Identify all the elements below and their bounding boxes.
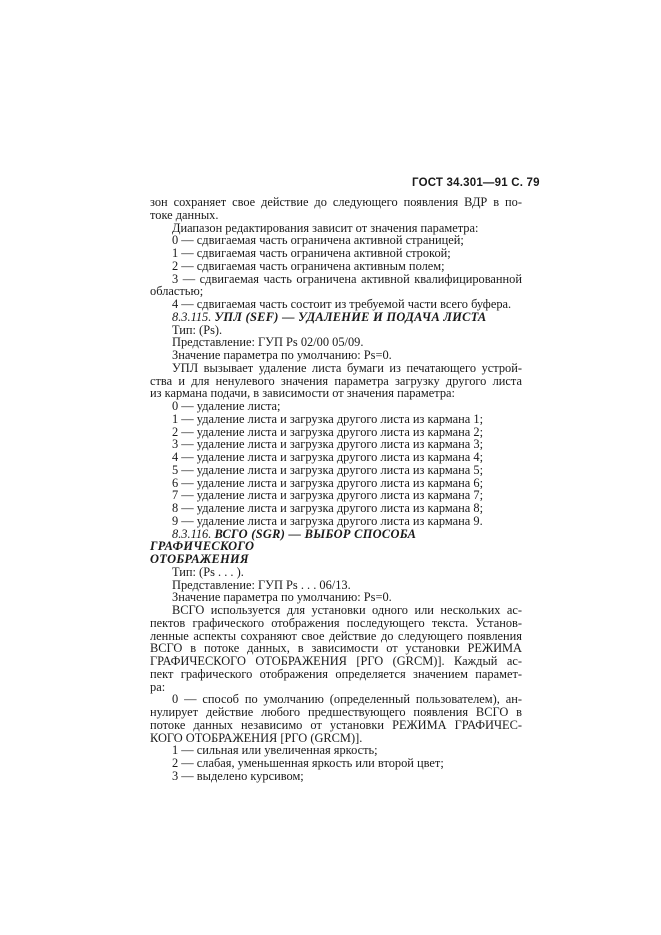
text-line: ГРАФИЧЕСКОГО ОТОБРАЖЕНИЯ [РГО (GRCM)]. Каждый ас- xyxy=(150,654,522,668)
list-item: 1 — сильная или увеличенная яркость; xyxy=(172,743,378,758)
text-line: Представление: ГУП Ps . . . 06/13. xyxy=(172,577,351,592)
list-item: 3 — выделено курсивом; xyxy=(172,768,304,783)
text-line: нулирует действие любого предшествующего появления ВСГО в xyxy=(150,705,522,719)
text-line: Представление: ГУП Ps 02/00 05/09. xyxy=(172,335,364,350)
list-item: 1 — сдвигаемая часть ограничена активной строкой; xyxy=(172,246,451,260)
list-item: 0 — удаление листа; xyxy=(172,399,281,413)
text-line: Значение параметра по умолчанию: Ps=0. xyxy=(172,348,392,362)
section-title: ВСГО (SGR) — ВЫБОР СПОСОБА ГРАФИЧЕСКОГО xyxy=(150,526,417,554)
text-line: из кармана подачи, в зависимости от значения параметра: xyxy=(150,386,455,401)
list-item: 3 — сдвигаемая часть ограничена активной квалифицированной xyxy=(172,271,522,286)
list-item: 3 — удаление листа и загрузка другого листа из кармана 3; xyxy=(172,437,484,452)
list-item: 1 — удаление листа и загрузка другого листа из кармана 1; xyxy=(172,411,484,426)
text-line: УПЛ вызывает удаление листа бумаги из печатающего устрой- xyxy=(172,360,522,375)
text-line: ленные аспекты сохраняют свое действие до следующего появления xyxy=(150,628,522,643)
text-line: Диапазон редактирования зависит от значения параметра: xyxy=(172,220,479,235)
text-line: ра: xyxy=(150,679,166,694)
list-item: 2 — слабая, уменьшенная яркость или второй цвет; xyxy=(172,756,444,770)
section-title: УПЛ (SEF) — УДАЛЕНИЕ И ПОДАЧА ЛИСТА xyxy=(214,309,487,324)
list-item: 2 — удаление листа и загрузка другого листа из кармана 2; xyxy=(172,424,484,439)
text-line: Значение параметра по умолчанию: Ps=0. xyxy=(172,590,392,605)
list-item: 4 — удаление листа и загрузка другого листа из кармана 4; xyxy=(172,450,484,464)
section-heading-8-3-116 xyxy=(150,528,522,554)
section-heading-8-3-115 xyxy=(150,311,522,324)
list-item: 4 — сдвигаемая часть состоит из требуемой части всего буфера. xyxy=(172,297,512,311)
section-title-continued: ОТОБРАЖЕНИЯ xyxy=(150,552,249,566)
list-item: 5 — удаление листа и загрузка другого листа из кармана 5; xyxy=(172,462,484,477)
text-line: КОГО ОТОБРАЖЕНИЯ [РГО (GRCM)]. xyxy=(150,730,363,745)
list-item: 9 — удаление листа и загрузка другого листа из кармана 9. xyxy=(172,513,483,528)
text-line: ства и для ненулевого значения параметра загрузку другого листа xyxy=(150,373,522,388)
list-item: 0 — сдвигаемая часть ограничена активной страницей; xyxy=(172,233,464,248)
text-line: ВСГО используется для установки одного или нескольких ас- xyxy=(172,603,522,617)
text-line: пектов графического отображения последующего текста. Установ- xyxy=(150,615,522,630)
text-line: областью; xyxy=(150,284,204,299)
section-number: 8.3.115. xyxy=(172,309,212,324)
list-item: 7 — удаление листа и загрузка другого листа из кармана 7; xyxy=(172,488,484,503)
text-line: потоке данных независимо от установки РЕЖИМА ГРАФИЧЕС- xyxy=(150,717,522,732)
text-line: пект графического отображения определяется значением парамет- xyxy=(150,666,522,681)
document-body xyxy=(150,196,522,783)
text-line: токе данных. xyxy=(150,207,219,222)
list-item: 6 — удаление листа и загрузка другого листа из кармана 6; xyxy=(172,475,484,490)
text-line: ВСГО в потоке данных, в зависимости от установки РЕЖИМА xyxy=(150,641,522,656)
text-line: Тип: (Ps . . . ). xyxy=(172,564,244,579)
text-line: Тип: (Ps). xyxy=(172,322,223,337)
list-item: 0 — способ по умолчанию (определенный пользователем), ан- xyxy=(172,692,522,707)
list-item: 8 — удаление листа и загрузка другого листа из кармана 8; xyxy=(172,501,484,515)
list-item: 2 — сдвигаемая часть ограничена активным полем; xyxy=(172,258,445,273)
text-line: зон сохраняет свое действие до следующего появления ВДР в по- xyxy=(150,195,522,209)
page-header: ГОСТ 34.301—91 С. 79 xyxy=(412,177,540,189)
section-number: 8.3.116. xyxy=(172,526,212,541)
